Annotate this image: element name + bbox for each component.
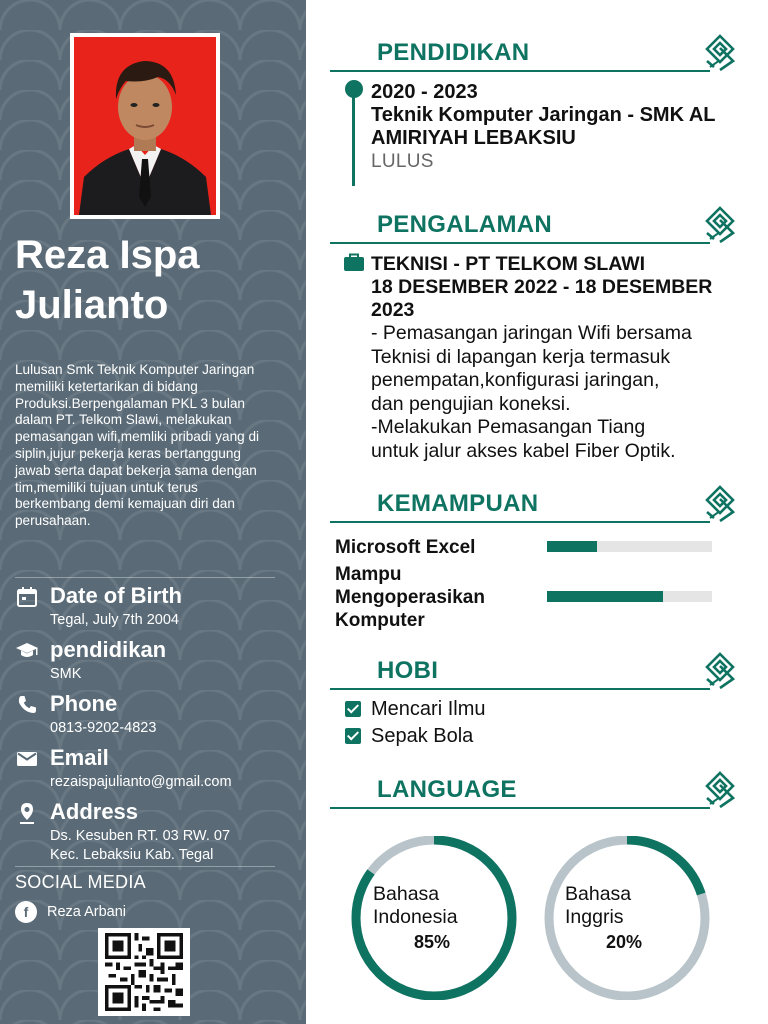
section-hobbies-title: HOBI — [377, 657, 439, 684]
dob-label: Date of Birth — [50, 583, 182, 608]
hobby-label: Mencari Ilmu — [371, 698, 486, 720]
language-gauge-indonesia — [348, 836, 520, 1000]
facebook-icon: f — [15, 901, 37, 923]
education-label: pendidikan — [50, 637, 167, 662]
calendar-icon — [15, 585, 39, 609]
education-status: LULUS — [371, 151, 434, 172]
section-skills-title: KEMAMPUAN — [377, 490, 539, 517]
education-school-line-1: Teknik Komputer Jaringan - SMK AL — [371, 104, 716, 126]
language-name-line-2: Indonesia — [373, 906, 458, 928]
skill-bar-fill — [547, 591, 663, 602]
section-divider — [330, 688, 710, 690]
section-hobbies-header — [330, 656, 735, 696]
location-pin-icon — [15, 801, 39, 825]
address-value — [50, 827, 230, 865]
section-education-title: PENDIDIKAN — [377, 39, 530, 66]
experience-dates-line-2: 2023 — [371, 299, 415, 321]
language-percent: 85% — [414, 932, 451, 952]
section-divider — [330, 807, 710, 809]
briefcase-icon — [344, 253, 364, 271]
section-skills-header — [330, 489, 735, 529]
skill-bar — [547, 591, 712, 602]
graduation-cap-icon — [15, 639, 39, 663]
email-value[interactable]: rezaispajulianto@gmail.com — [50, 774, 232, 790]
timeline-line — [352, 96, 355, 186]
skill-item — [335, 563, 715, 633]
sidebar-divider — [15, 577, 275, 578]
profile-name — [15, 230, 295, 330]
education-school-line-2: AMIRIYAH LEBAKSIU — [371, 127, 576, 149]
skill-label-line-1: Mampu — [335, 564, 402, 585]
skill-bar — [547, 541, 712, 552]
name-line-2: Julianto — [15, 283, 169, 327]
skill-label-line-2: Mengoperasikan — [335, 587, 485, 608]
phone-icon — [15, 693, 39, 717]
ornament-icon — [705, 485, 735, 523]
checkbox-checked-icon — [345, 728, 361, 744]
section-divider — [330, 70, 710, 72]
skill-label-line-3: Komputer — [335, 610, 425, 631]
address-line-2: Kec. Lebaksiu Kab. Tegal — [50, 847, 214, 863]
section-experience-header — [330, 210, 735, 250]
name-line-1: Reza Ispa — [15, 233, 200, 277]
profile-summary: Lulusan Smk Teknik Komputer Jaringan memiliki ketertarikan di bidang Produksi.Berpengalaman PKL 3 bulan dalam PT. Telkom Slawi, melakukan pemasangan wifi,memliki pribadi yang di siplin,jujur pekerja keras bertanggung jawab serta dapat bekerja sama dengan tim,memiliki tujuan untuk terus berkembang demi kemajuan diri dan perusahaan. — [15, 362, 260, 529]
hobby-label: Sepak Bola — [371, 725, 474, 747]
experience-entry — [371, 253, 741, 463]
profile-photo-frame — [70, 33, 220, 219]
ornament-icon — [705, 771, 735, 809]
phone-value[interactable]: 0813-9202-4823 — [50, 720, 157, 736]
skill-bar-fill — [547, 541, 597, 552]
skill-item — [335, 536, 715, 560]
sidebar-divider — [15, 866, 275, 867]
language-percent: 20% — [606, 932, 643, 952]
experience-description: - Pemasangan jaringan Wifi bersama Teknisi di lapangan kerja termasuk penempatan,konfigurasi jaringan, dan pengujian koneksi. -Melakukan Pemasangan Tiang untuk jalur akses kabel Fiber Optik. — [371, 322, 692, 462]
section-language-header — [330, 775, 735, 815]
experience-title: TEKNISI - PT TELKOM SLAWI — [371, 253, 646, 275]
profile-photo — [74, 37, 216, 215]
facebook-name[interactable]: Reza Arbani — [47, 904, 126, 920]
language-name-line-1: Bahasa — [373, 883, 440, 905]
section-divider — [330, 521, 710, 523]
language-name-line-2: Inggris — [565, 906, 624, 928]
email-label: Email — [50, 745, 109, 770]
address-line-1: Ds. Kesuben RT. 03 RW. 07 — [50, 828, 231, 844]
section-education-header — [330, 38, 735, 78]
mail-icon — [15, 747, 39, 771]
education-entry — [371, 80, 741, 173]
section-experience-title: PENGALAMAN — [377, 211, 552, 238]
language-name-line-1: Bahasa — [565, 883, 632, 905]
section-divider — [330, 242, 710, 244]
sidebar — [0, 0, 306, 1024]
social-media-title: SOCIAL MEDIA — [15, 872, 146, 892]
address-label: Address — [50, 799, 139, 824]
qr-code — [98, 928, 190, 1016]
experience-dates-line-1: 18 DESEMBER 2022 - 18 DESEMBER — [371, 276, 713, 298]
phone-label: Phone — [50, 691, 118, 716]
language-gauge-inggris — [541, 836, 713, 1000]
ornament-icon — [705, 652, 735, 690]
dob-value: Tegal, July 7th 2004 — [50, 612, 179, 628]
checkbox-checked-icon — [345, 701, 361, 717]
section-language-title: LANGUAGE — [377, 776, 517, 803]
ornament-icon — [705, 206, 735, 244]
education-years: 2020 - 2023 — [371, 81, 478, 103]
skill-label: Microsoft Excel — [335, 537, 476, 558]
education-value: SMK — [50, 666, 82, 682]
ornament-icon — [705, 34, 735, 72]
